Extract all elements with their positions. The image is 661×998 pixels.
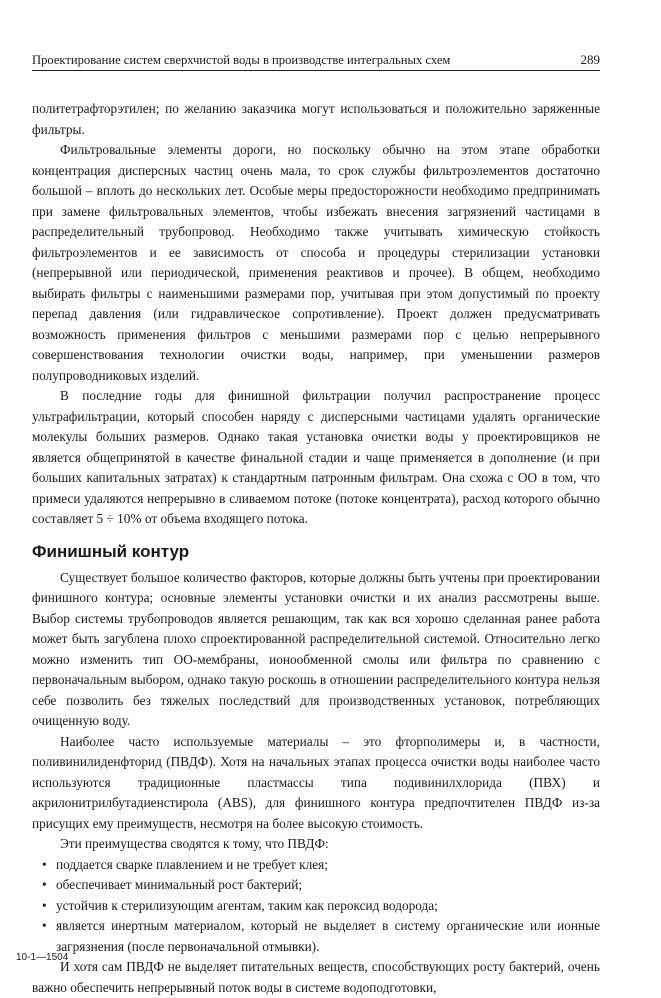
list-item-text: обеспечивает минимальный рост бактерий; xyxy=(56,877,303,892)
list-item xyxy=(32,916,600,957)
paragraph-filter-elements: Фильтровальные элементы дороги, но поскольку обычно на этом этапе обработки концентрация дисперсных частиц очень мала, то срок службы фильтроэлементов достаточно большой – вплоть до нескольких лет. Особые меры предосторожности необходимо предпринимать при замене фильтровальных элементов, чтобы избежать внесения загрязнений частицами в распределительный трубопровод. Необходимо также учитывать химическую стойкость фильтроэлементов и ее зависимость от способа и процедуры стерилизации установки (непрерывной или периодической, применения реактивов и прочее). В общем, необходимо выбирать фильтры с наименьшими размерами пор, учитывая при этом допустимый по проекту перепад давления (или гидравлическое сопротивление). Проект должен предусматривать возможность применения фильтров с меньшими размерами пор с целью непрерывного совершенствования технологии очистки воды, например, при уменьшении размеров полупроводниковых изделий. xyxy=(32,142,600,383)
running-header xyxy=(32,52,600,71)
list-item xyxy=(32,855,600,876)
paragraph-continuation: политетрафторэтилен; по желанию заказчика могут использоваться и положительно заряженные фильтры. xyxy=(32,101,600,137)
list-item xyxy=(32,896,600,917)
list-item-text: устойчив к стерилизующим агентам, таким как пероксид водорода; xyxy=(56,897,438,913)
list-item xyxy=(32,875,600,896)
section-heading: Финишный контур xyxy=(32,541,190,561)
bullet-mark: • xyxy=(42,856,47,872)
list-item-text: поддается сварке плавлением и не требует клея; xyxy=(56,856,328,872)
page-number: 289 xyxy=(580,52,600,67)
advantages-list xyxy=(32,855,600,958)
paragraph-materials: Наиболее часто используемые материалы – это фторполимеры и, в частности, поливинилиденфторид (ПВДФ). Хотя на начальных этапах процесса очистки воды наиболее часто используются традиционные пластмассы типа подивинилхлорида (ПВХ) и акрилонитрилбутадиенстирола (ABS), для финишного контура предпочтителен ПВДФ из-за присущих ему преимуществ, несмотря на более высокую стоимость. xyxy=(32,733,600,831)
list-item-text: является инертным материалом, который не выделяет в систему органические или ионные загрязнения (после первоначальной отмывки). xyxy=(56,918,600,954)
paragraph-advantages-intro: Эти преимущества сводятся к тому, что ПВДФ: xyxy=(60,836,329,851)
paragraph-factors: Существует большое количество факторов, которые должны быть учтены при проектировании финишного контура; основные элементы установки очистки и их анализ рассмотрены выше. Выбор системы трубопроводов является решающим, так как вся хорошо сделанная ранее работа может быть загублена плохо спроектированной распределительной системой. Относительно легко можно изменить тип ОО-мембраны, ионообменной смолы или фильтра по сравнению с первоначальным выбором, однако такую роскошь в отношении распределительного контура нельзя себе позволить без тяжелых последствий для производственных установок, потребляющих очищенную воду. xyxy=(32,569,600,728)
body-text xyxy=(32,99,600,998)
bullet-mark: • xyxy=(42,897,47,913)
print-signature: 10-1—1504 xyxy=(16,952,69,963)
running-header-title: Проектирование систем сверхчистой воды в производстве интегральных схем xyxy=(32,53,451,67)
paragraph-ultrafiltration: В последние годы для финишной фильтрации получил распространение процесс ультрафильтрации, который способен наряду с дисперсными частицами удалять органические молекулы больших размеров. Однако такая установка очистки воды у проектировщиков не является общепринятой в качестве финальной стадии и чаще применяется в дополнение (и при больших капитальных затратах) к стандартным патронным фильтрам. Она схожа с ОО в том, что примеси удаляются непрерывно в сливаемом потоке (потоке концентрата), расход которого обычно составляет 5 ÷ 10% от объема входящего потока. xyxy=(32,388,600,526)
bullet-mark: • xyxy=(42,877,47,892)
bullet-mark: • xyxy=(42,918,47,933)
paragraph-final: И хотя сам ПВДФ не выделяет питательных веществ, способствующих росту бактерий, очень важно обеспечить непрерывный поток воды в системе водоподготовки, xyxy=(32,959,600,995)
